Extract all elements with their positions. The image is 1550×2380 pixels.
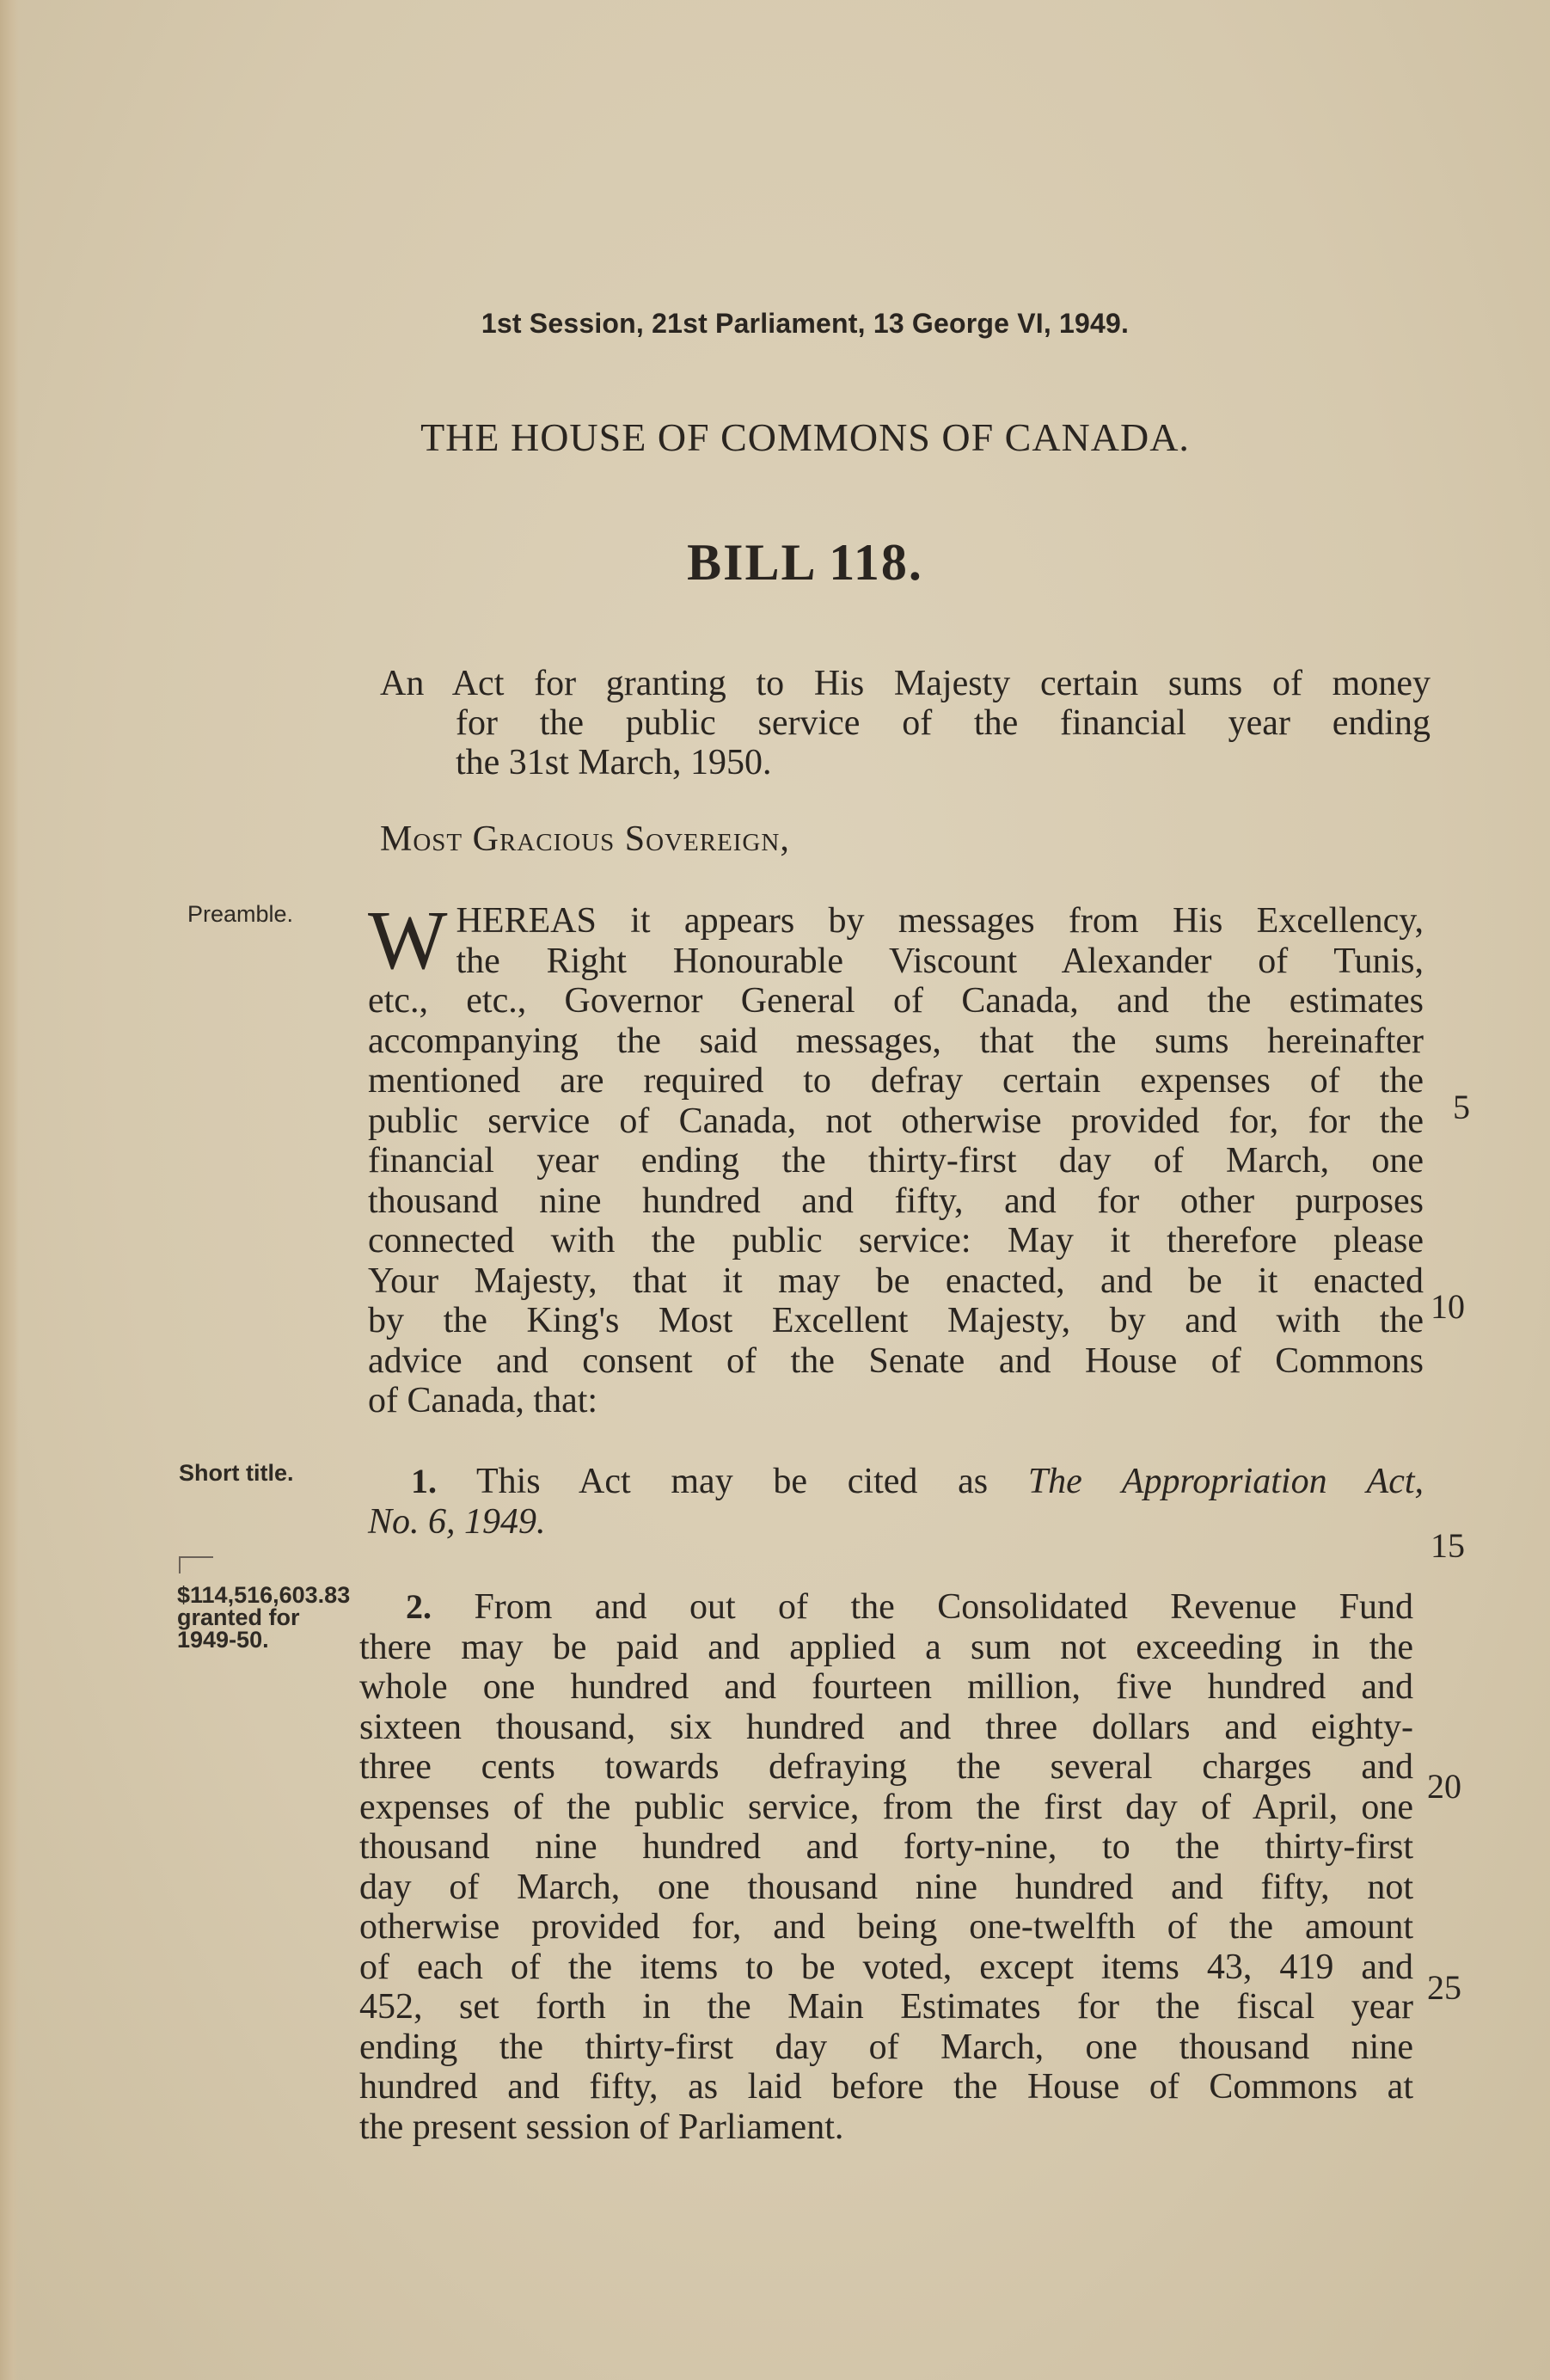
- line-number-5: 5: [1453, 1088, 1470, 1126]
- act-short-title: The Appropriation Act,: [1027, 1462, 1424, 1501]
- section-2-line-1: [359, 1587, 1413, 1628]
- preamble-paragraph: [368, 894, 1424, 1421]
- preamble-line: mentioned are required to defray certain expenses of the: [368, 1061, 1424, 1101]
- section-2-line: of each of the items to be voted, except items 43, 419 and: [359, 1947, 1413, 1987]
- section-2-first-text: From and out of the Consolidated Revenue Fund: [474, 1587, 1413, 1627]
- bill-title: [380, 664, 1431, 782]
- section-2-line: 452, set forth in the Main Estimates for the fiscal year: [359, 1987, 1413, 2027]
- section-2-line: there may be paid and applied a sum not exceeding in the: [359, 1627, 1413, 1667]
- preamble-line: financial year ending the thirty-first day of March, one: [368, 1141, 1424, 1181]
- section-1-text: This Act may be cited as: [475, 1462, 989, 1501]
- section-2-line: the present session of Parliament.: [359, 2107, 844, 2147]
- preamble-line: the Right Honourable Viscount Alexander of Tunis,: [456, 941, 1424, 981]
- section-2-line: whole one hundred and fourteen million, five hundred and: [359, 1667, 1413, 1707]
- margin-note-short-title: Short title.: [179, 1460, 294, 1486]
- act-number: No. 6, 1949.: [368, 1501, 546, 1542]
- grant-amount: $114,516,603.83: [177, 1582, 351, 1608]
- drop-cap: W: [368, 894, 448, 987]
- preamble-line: thousand nine hundred and fifty, and for other purposes: [368, 1181, 1424, 1221]
- title-line-2: for the public service of the financial year ending: [456, 703, 1431, 743]
- section-2-line: hundred and fifty, as laid before the House of Commons at: [359, 2067, 1413, 2107]
- section-1-number: 1.: [411, 1462, 437, 1500]
- section-2: [359, 1587, 1413, 2147]
- grant-year: 1949-50.: [177, 1627, 269, 1653]
- section-2-line: ending the thirty-first day of March, one thousand nine: [359, 2027, 1413, 2067]
- preamble-line: etc., etc., Governor General of Canada, and the estimates: [368, 981, 1424, 1021]
- line-number-25: 25: [1427, 1968, 1461, 2007]
- section-1-line-2: [368, 1502, 1424, 1543]
- salutation: Most Gracious Sovereign,: [380, 819, 790, 859]
- section-2-line: sixteen thousand, six hundred and three dollars and eighty-: [359, 1707, 1413, 1747]
- line-number-20: 20: [1427, 1767, 1461, 1806]
- preamble-line: Your Majesty, that it may be enacted, and be it enacted: [368, 1261, 1424, 1301]
- title-line-1: An Act for granting to His Majesty certain sums of money: [380, 664, 1431, 703]
- margin-bracket-mark: [179, 1556, 213, 1573]
- preamble-line: public service of Canada, not otherwise provided for, for the: [368, 1101, 1424, 1141]
- preamble-line: advice and consent of the Senate and House of Commons: [368, 1340, 1424, 1381]
- preamble-line: of Canada, that:: [368, 1381, 598, 1420]
- bill-number: BILL 118.: [687, 534, 923, 591]
- preamble-line: HEREAS it appears by messages from His Excellency,: [456, 901, 1424, 941]
- line-number-15: 15: [1431, 1526, 1465, 1565]
- house-heading: THE HOUSE OF COMMONS OF CANADA.: [420, 415, 1190, 459]
- preamble-line: connected with the public service: May it therefore please: [368, 1221, 1424, 1261]
- section-2-line: expenses of the public service, from the first day of April, one: [359, 1787, 1413, 1827]
- section-2-number: 2.: [406, 1587, 432, 1626]
- margin-note-grant: [177, 1584, 350, 1651]
- section-2-line: three cents towards defraying the several charges and: [359, 1747, 1413, 1787]
- session-heading: 1st Session, 21st Parliament, 13 George VI, 1949.: [481, 308, 1130, 339]
- section-2-line: otherwise provided for, and being one-twelfth of the amount: [359, 1907, 1413, 1947]
- section-1: [368, 1462, 1424, 1542]
- margin-note-preamble: Preamble.: [187, 901, 294, 927]
- preamble-line: by the King's Most Excellent Majesty, by and with the: [368, 1301, 1424, 1340]
- title-line-3: the 31st March, 1950.: [456, 743, 772, 782]
- section-2-line: day of March, one thousand nine hundred and fifty, not: [359, 1867, 1413, 1907]
- section-2-line: thousand nine hundred and forty-nine, to the thirty-first: [359, 1827, 1413, 1867]
- preamble-line: accompanying the said messages, that the sums hereinafter: [368, 1021, 1424, 1061]
- grant-text: granted for: [177, 1604, 300, 1630]
- section-1-line-1: [368, 1462, 1424, 1502]
- line-number-10: 10: [1431, 1287, 1465, 1326]
- page-edge-shadow: [0, 0, 19, 2380]
